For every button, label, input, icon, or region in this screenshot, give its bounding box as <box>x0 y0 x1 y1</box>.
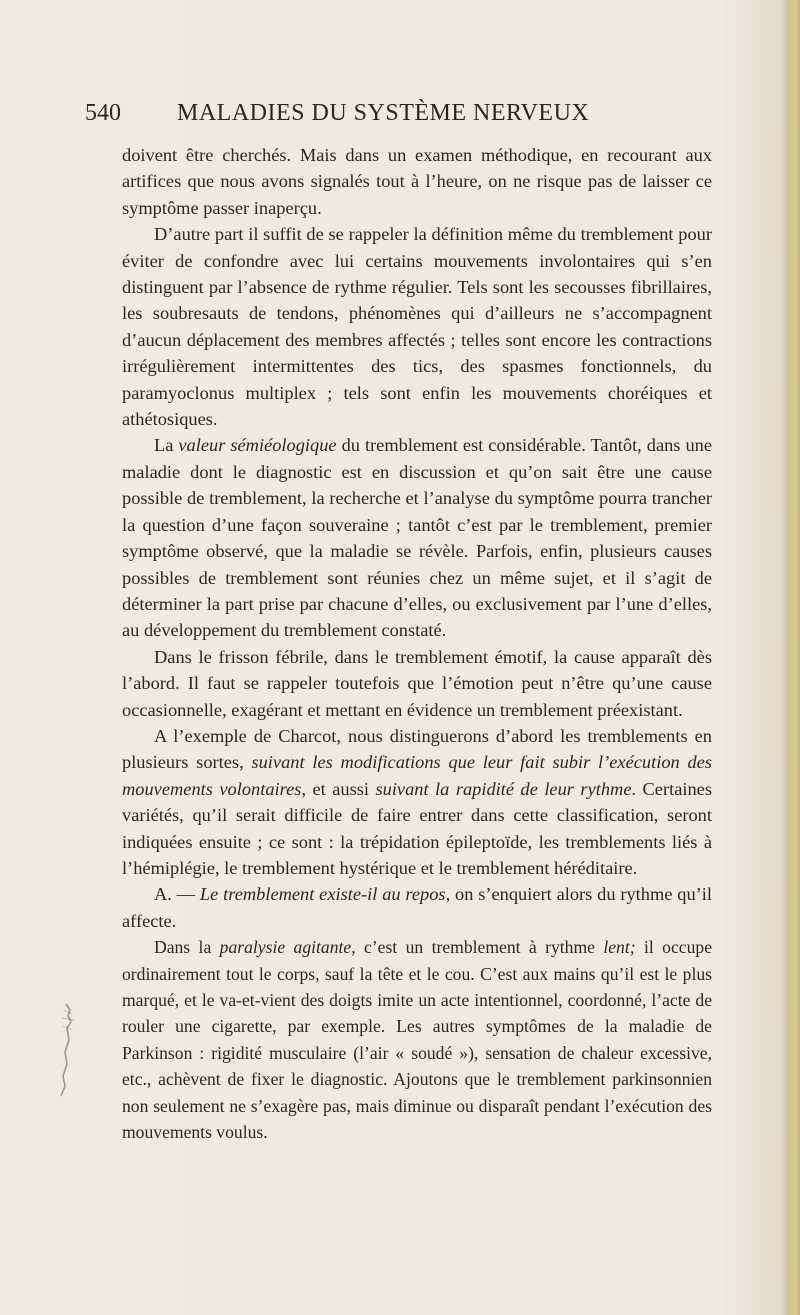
paragraph <box>122 881 712 934</box>
text-run: D’autre part il suffit de se rappeler la définition même du tremblement pour éviter de confondre avec lui certains mouvements involontaires qui s’en distinguent par l’absence de rythme régulier. Tels sont les secousses fibrillaires, les soubresauts de tendons, phénomènes qui d’ailleurs ne s’accompagnent d’aucun déplacement des membres affectés ; telles sont encore les contractions irrégulièrement intermittentes des tics, des spasmes fonctionnels, du paramyoclonus multiplex ; tels sont enfin les mouvements choréiques et athétosiques. <box>122 224 712 430</box>
italic-term: suivant les modifications que leur fait subir l’exécution des mouvements volontaires <box>122 752 712 799</box>
paragraph <box>122 644 712 723</box>
paragraph <box>122 142 712 221</box>
text-run: il occupe ordinairement tout le corps, sauf la tête et le cou. C’est aux mains qu’il est le plus marqué, et le va-et-vient des doigts imite un acte intentionnel, coordonné, l’acte de rouler une cigarette, par exemple. Les autres symptômes de la maladie de Parkinson : rigidité musculaire (l’air « soudé »), sensation de chaleur excessive, etc., achèvent de fixer le diagnostic. Ajoutons que le tremblement parkinsonnien non seulement ne s’exagère pas, mais diminue ou disparaît pendant l’exécution des mouvements voulus. <box>122 937 712 1143</box>
text-run: Dans le frisson fébrile, dans le tremblement émotif, la cause apparaît dès l’abord. Il faut se rappeler toutefois que l’émotion peut n’être qu’une cause occasionnelle, exagérant et mettant en évidence un tremblement préexistant. <box>122 646 712 720</box>
ink-smudge-mark <box>52 1000 78 1100</box>
italic-term: paralysie agitante <box>219 937 352 958</box>
text-run: A. — <box>154 884 200 905</box>
text-run: , c’est un tremblement à rythme <box>351 937 604 958</box>
text-run: , et aussi <box>301 778 376 799</box>
page-edge-shadow <box>782 0 800 1315</box>
text-run: . Certaines variétés, qu’il serait difficile de faire entrer dans cette classification, seront indiquées ensuite ; ce sont : la trépidation épileptoïde, les tremblements liés à l’hémiplégie, le tremblement hystérique et le tremblement héréditaire. <box>122 778 712 878</box>
paragraph <box>122 723 712 881</box>
paragraph <box>122 432 712 643</box>
page-header <box>85 97 705 129</box>
text-run: du tremblement est considérable. Tantôt, dans une maladie dont le diagnostic est en discussion et qu’on sait être une cause possible de tremblement, la recherche et l’analyse du symptôme pourra trancher la question d’une façon souveraine ; tantôt c’est par le tremblement, premier symptôme observé, que la maladie se révèle. Parfois, enfin, plusieurs causes possibles de tremblement sont réunies chez un même sujet, et il s’agit de déterminer la part prise par chacune d’elles, ou exclusivement par l’une d’elles, au développement du tremblement constaté. <box>122 435 713 641</box>
text-run: La <box>154 435 179 456</box>
italic-term: valeur sémiéologique <box>178 435 337 456</box>
italic-term: Le tremblement existe-il au repos <box>199 884 446 905</box>
body-text <box>122 142 712 1145</box>
text-run: , on s’enquiert alors du rythme qu’il affecte. <box>122 884 712 931</box>
running-title: MALADIES DU SYSTÈME NERVEUX <box>177 100 590 126</box>
text-run: Dans la <box>154 937 220 958</box>
italic-term: lent; <box>603 937 636 958</box>
page-number: 540 <box>85 100 121 126</box>
paragraph <box>122 934 712 1145</box>
italic-term: suivant la rapidité de leur rythme <box>375 778 632 799</box>
text-run: A l’exemple de Charcot, nous distinguerons d’abord les tremblements en plusieurs sortes, <box>122 725 712 773</box>
paragraph <box>122 221 712 432</box>
text-run: doivent être cherchés. Mais dans un examen méthodique, en recourant aux artifices que nous avons signalés tout à l’heure, on ne risque pas de laisser ce symptôme passer inaperçu. <box>122 145 712 218</box>
